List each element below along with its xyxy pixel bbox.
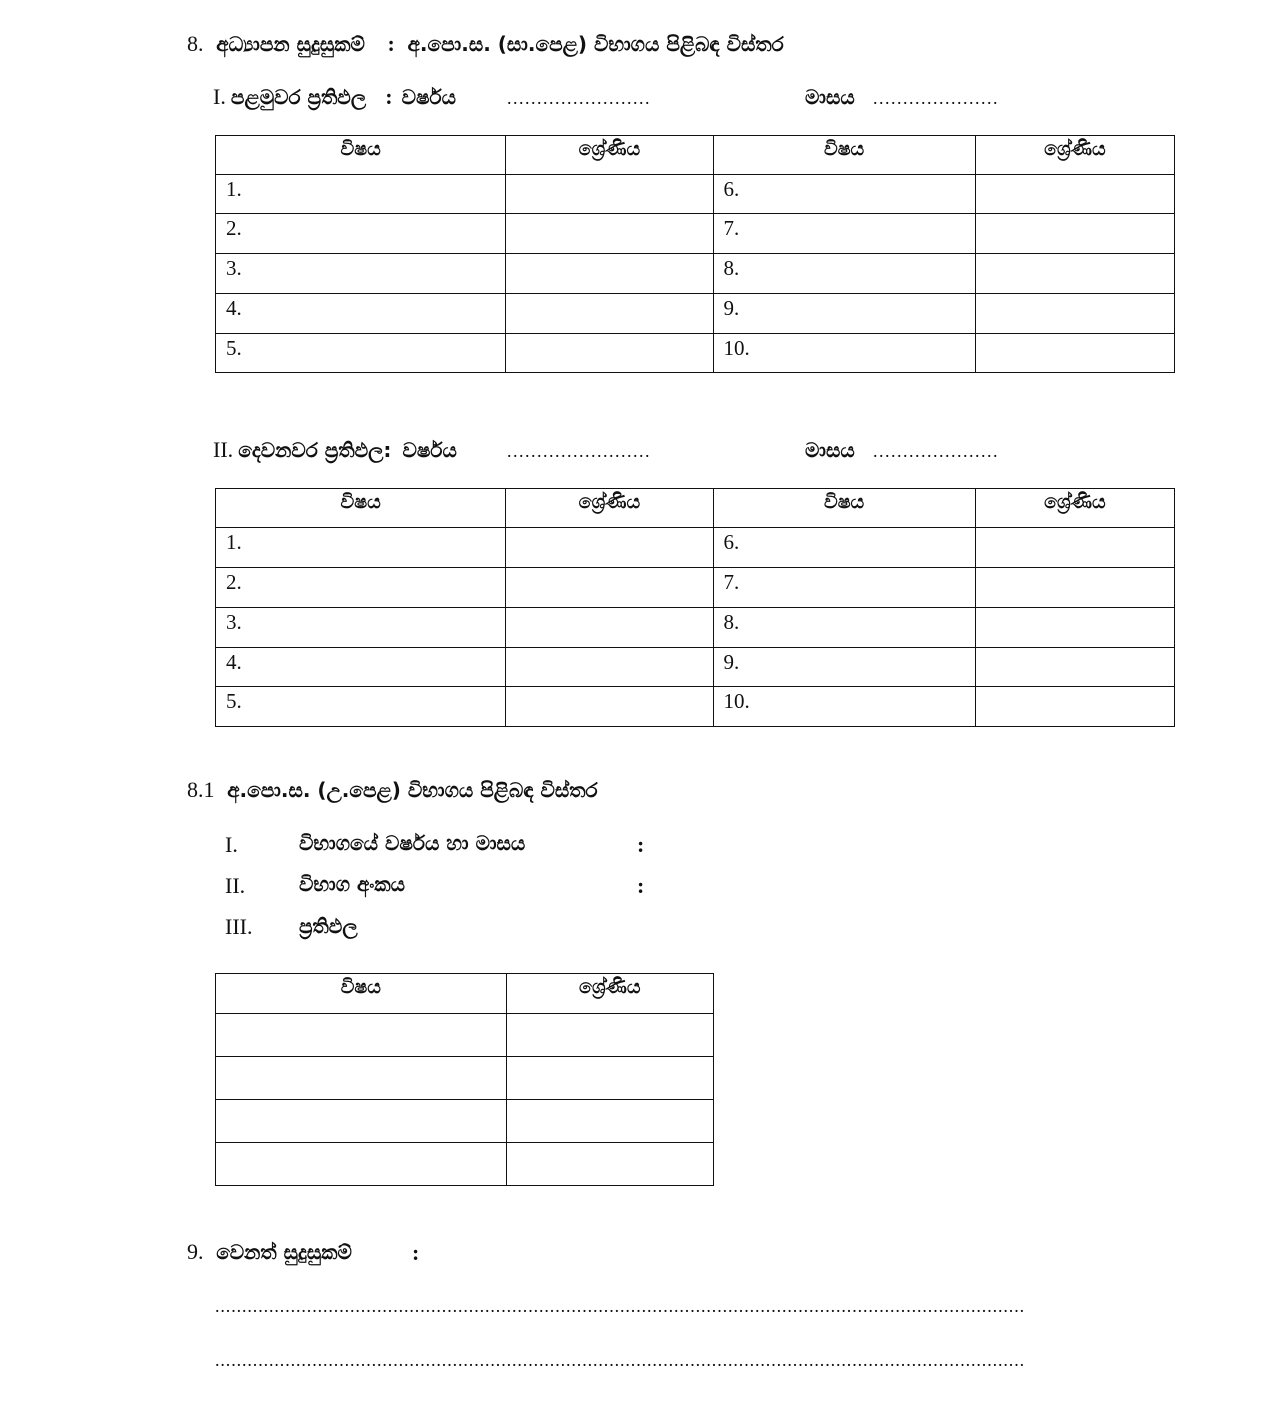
other-qualifications-line-2[interactable]: ...................................................................................................................................................... [215,1350,1025,1370]
grade-cell[interactable] [975,214,1174,254]
subject-cell[interactable]: 6. [713,175,975,214]
section-9-number: 9. [187,1239,204,1264]
subject-cell[interactable]: 4. [216,648,506,687]
header-grade: ශ්‍රේණිය [506,136,713,175]
grade-cell[interactable] [506,568,713,608]
header-subject: විෂය [216,489,506,528]
section-8-1-title: අ.පො.ස. (උ.පෙළ) විභාගය පිළිබඳ විස්තර [227,778,598,802]
first-attempt-month-field[interactable]: ..................... [873,88,999,108]
subject-cell[interactable] [216,1143,507,1186]
section-8-number: 8. [187,31,204,56]
subject-cell[interactable] [216,1100,507,1143]
grade-cell[interactable] [506,334,713,373]
section-9-title: වෙනත් සුදුසුකම් [216,1240,352,1264]
header-subject: විෂය [216,136,506,175]
second-attempt-label: දෙවනවර ප්‍රතිඵල: [238,438,392,462]
section-9-heading [187,1239,352,1265]
al-item-2-colon[interactable]: : [637,873,645,898]
al-item-1-label: විභාගයේ වර්ෂය හා මාසය [299,831,526,855]
grade-cell[interactable] [506,1057,713,1100]
grade-cell[interactable] [975,294,1174,334]
grade-cell[interactable] [506,175,713,214]
header-grade: ශ්‍රේණිය [975,136,1174,175]
al-item-1-number: I. [225,832,238,857]
second-attempt-results-table [215,488,1175,727]
first-attempt-label: පළමුවර ප්‍රතිඵල [230,85,367,109]
grade-cell[interactable] [975,608,1174,648]
subject-cell[interactable]: 2. [216,214,506,254]
grade-cell[interactable] [975,254,1174,294]
grade-cell[interactable] [975,528,1174,568]
al-item-2-label: විභාග අංකය [299,872,405,896]
subject-cell[interactable]: 10. [713,334,975,373]
grade-cell[interactable] [506,1100,713,1143]
subject-cell[interactable]: 7. [713,214,975,254]
subject-cell[interactable]: 7. [713,568,975,608]
header-subject: විෂය [713,136,975,175]
grade-cell[interactable] [975,648,1174,687]
grade-cell[interactable] [975,568,1174,608]
header-grade: ශ්‍රේණිය [975,489,1174,528]
grade-cell[interactable] [506,648,713,687]
second-attempt-year-field[interactable]: ........................ [507,441,651,461]
first-attempt-year-field[interactable]: ........................ [507,88,651,108]
subject-cell[interactable]: 5. [216,334,506,373]
section-9-colon: : [412,1240,420,1265]
al-item-3-number: III. [225,914,253,939]
grade-cell[interactable] [975,334,1174,373]
grade-cell[interactable] [506,687,713,727]
section-8-colon: : [387,31,395,56]
subject-cell[interactable]: 5. [216,687,506,727]
subject-cell[interactable]: 1. [216,528,506,568]
subject-cell[interactable] [216,1057,507,1100]
section-8-title: අධ්‍යාපන සුදුසුකම් [216,32,365,56]
al-results-table [215,973,714,1186]
header-subject: විෂය [713,489,975,528]
al-item-3-label: ප්‍රතිඵල [299,914,358,938]
first-attempt-month-label: මාසය [805,85,855,109]
subject-cell[interactable] [216,1014,507,1057]
header-grade: ශ්‍රේණිය [506,489,713,528]
subject-cell[interactable]: 10. [713,687,975,727]
al-item-2-number: II. [225,873,246,898]
al-item-1-colon[interactable]: : [637,832,645,857]
first-attempt-colon: : [385,84,393,109]
other-qualifications-line-1[interactable]: ...................................................................................................................................................... [215,1296,1025,1316]
subject-cell[interactable]: 1. [216,175,506,214]
section-8-1-number: 8.1 [187,777,215,802]
subject-cell[interactable]: 9. [713,648,975,687]
grade-cell[interactable] [506,254,713,294]
grade-cell[interactable] [506,214,713,254]
second-attempt-year-label: වර්ෂය [402,438,457,462]
grade-cell[interactable] [506,608,713,648]
subject-cell[interactable]: 2. [216,568,506,608]
grade-cell[interactable] [975,687,1174,727]
header-subject: විෂය [216,974,507,1014]
subject-cell[interactable]: 9. [713,294,975,334]
grade-cell[interactable] [506,1143,713,1186]
grade-cell[interactable] [506,528,713,568]
grade-cell[interactable] [506,1014,713,1057]
section-8-subtitle: අ.පො.ස. (සා.පෙළ) විභාගය පිළිබඳ විස්තර [407,32,784,56]
section-8-1-heading [187,777,598,803]
second-attempt-month-field[interactable]: ..................... [873,441,999,461]
grade-cell[interactable] [506,294,713,334]
first-attempt-year-label: වර්ෂය [401,85,457,109]
second-attempt-number: II. [213,437,234,462]
subject-cell[interactable]: 8. [713,254,975,294]
subject-cell[interactable]: 8. [713,608,975,648]
second-attempt-month-label: මාසය [805,438,855,462]
section-8-heading [187,31,784,57]
header-grade: ශ්‍රේණිය [506,974,713,1014]
subject-cell[interactable]: 4. [216,294,506,334]
grade-cell[interactable] [975,175,1174,214]
first-attempt-line [213,84,456,110]
first-attempt-results-table [215,135,1175,373]
subject-cell[interactable]: 3. [216,608,506,648]
subject-cell[interactable]: 3. [216,254,506,294]
second-attempt-line [213,437,457,463]
first-attempt-number: I. [213,84,226,109]
subject-cell[interactable]: 6. [713,528,975,568]
